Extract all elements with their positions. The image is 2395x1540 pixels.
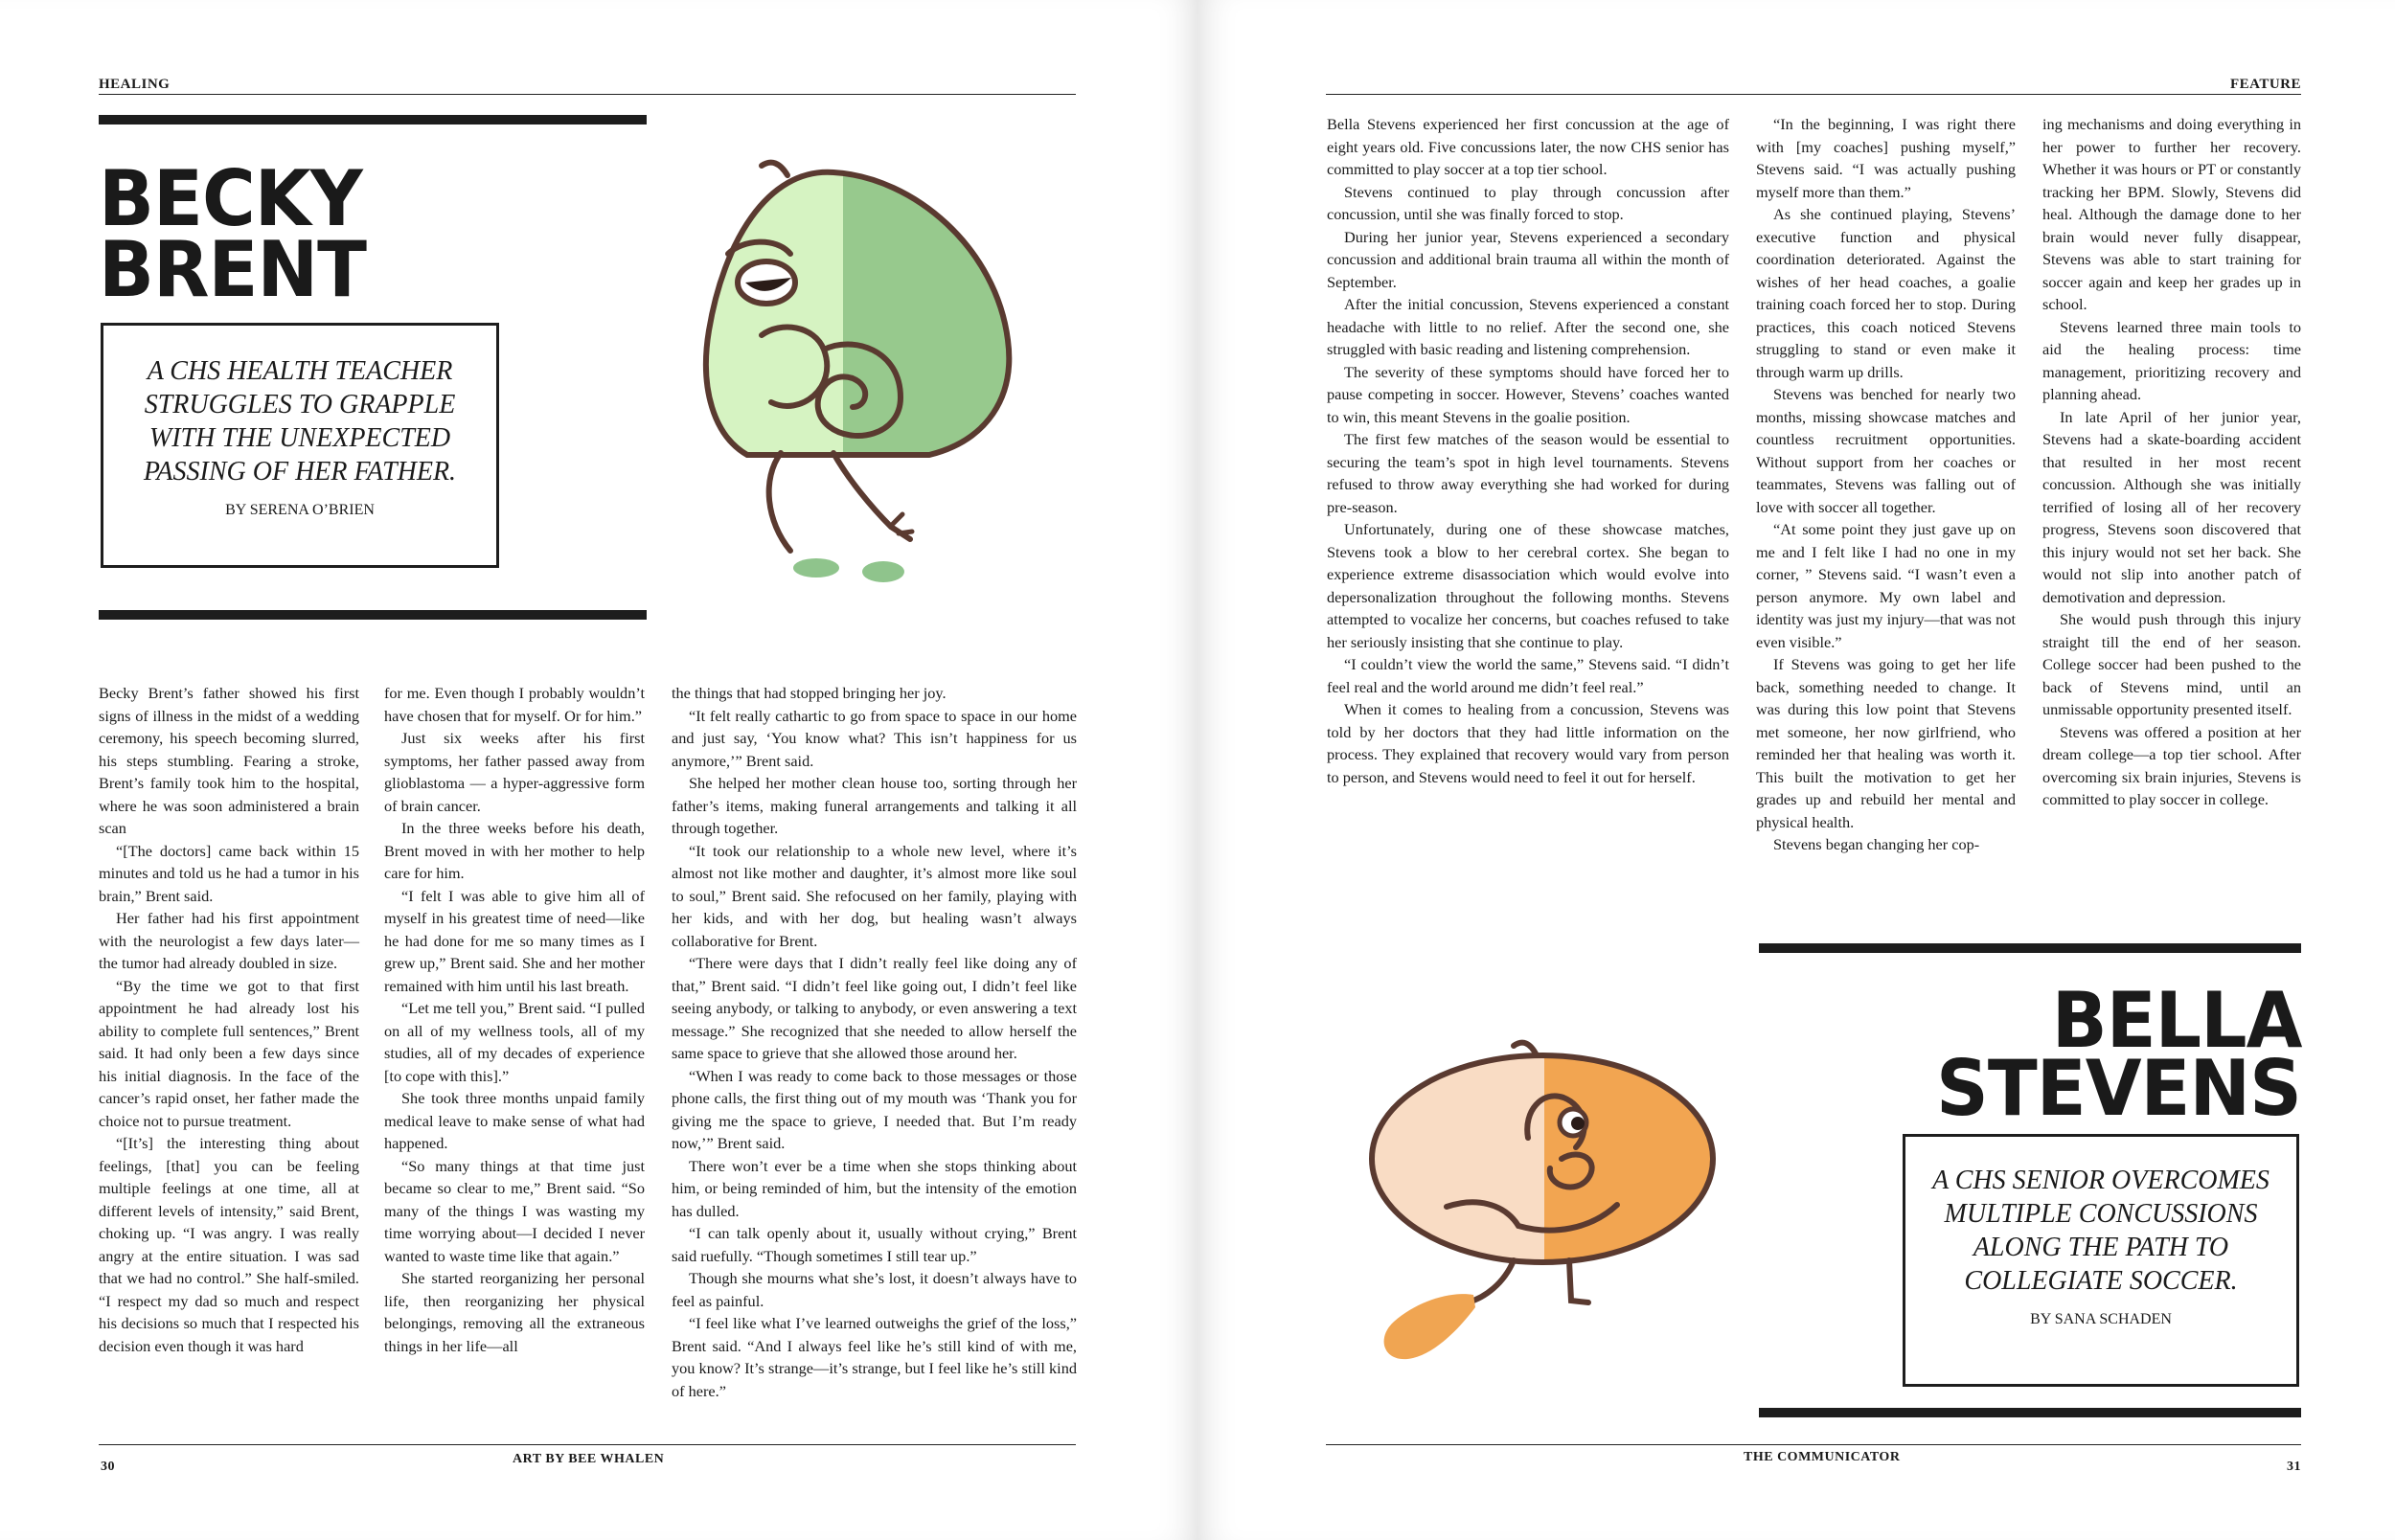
byline: BY SANA SCHADEN bbox=[2030, 1311, 2172, 1327]
deck-box bbox=[1903, 1134, 2299, 1387]
paragraph: “[The doctors] came back within 15 minutes and told us he had a tumor in his brain,” Brent said. bbox=[99, 841, 359, 905]
headline-last-name: STEVENS bbox=[1936, 1044, 2301, 1133]
paragraph: There won’t ever be a time when she stops thinking about him, or being reminded of him, but the intensity of the emotion has dulled. bbox=[672, 1156, 1077, 1220]
deck-text: A CHS SENIOR OVERCOMES MULTIPLE CONCUSSIONS ALONG THE PATH TO COLLEGIATE SOCCER. bbox=[1932, 1166, 2270, 1296]
paragraph: “In the beginning, I was right there with [my coaches] pushing myself,” Stevens said. “I was actually pushing myself more than them.” bbox=[1756, 115, 2016, 201]
article-column-2 bbox=[384, 682, 645, 1357]
paragraph: Stevens was offered a position at her dream college—a top tier school. After overcoming six brain injuries, Stevens is committed to play soccer in college. bbox=[2042, 722, 2301, 808]
publication-name: THE COMMUNICATOR bbox=[1744, 1450, 1901, 1464]
paragraph: “I felt I was able to give him all of myself in his greatest time of need—like he had done for me so many times as I grew up,” Brent said. She and her mother remained with him until his last breath. bbox=[384, 886, 645, 995]
paragraph: Becky Brent’s father showed his first signs of illness in the midst of a wedding ceremony, his speech becoming slurred, his steps stumbling. Fearing a stroke, Brent’s family took him to the hospital, where he was soon administered a brain scan bbox=[99, 684, 359, 837]
paragraph: “[It’s] the interesting thing about feelings, [that] you can be feeling multiple feelings at one time, all at different levels of intensity,” said Brent, choking up. “I was angry. I was really angry at the entire situation. I was sad that we had no control.” She half-smiled. “I respect my dad so much and respect his decisions so much that I respected his decision even though it was hard bbox=[99, 1134, 359, 1355]
paragraph: When it comes to healing from a concussion, Stevens was told by her doctors that they had little information on the process. They explained that recovery would vary from person to person, and Stevens would need to feel it out for herself. bbox=[1327, 700, 1729, 786]
paragraph: She took three months unpaid family medical leave to make sense of what had happened. bbox=[384, 1089, 645, 1152]
page-number: 30 bbox=[101, 1460, 115, 1474]
paragraph: The first few matches of the season would be essential to securing the team’s spot in high level tournaments. Stevens refused to throw away everything she had worked for during pre-season. bbox=[1327, 430, 1729, 516]
article-column-3 bbox=[672, 682, 1077, 1402]
paragraph: Stevens learned three main tools to aid the healing process: time management, prioritizing recovery and planning ahead. bbox=[2042, 317, 2301, 403]
paragraph: Just six weeks after his first symptoms, her father passed away from glioblastoma — a hyper-aggressive form of brain cancer. bbox=[384, 729, 645, 815]
section-label: FEATURE bbox=[2229, 77, 2301, 92]
right-page bbox=[1198, 0, 2395, 1540]
paragraph: As she continued playing, Stevens’ executive function and physical coordination deteriorated. Against the wishes of her head coaches, a goalie training coach forced her to stop. During practices, this coach noticed Stevens struggling to stand or even make it through warm up drills. bbox=[1756, 205, 2016, 381]
blob-illustration bbox=[1360, 1034, 1724, 1379]
paragraph: Though she mourns what she’s lost, it doesn’t always have to feel as painful. bbox=[672, 1269, 1077, 1310]
footer-rule bbox=[1326, 1444, 2301, 1445]
paragraph: “By the time we got to that first appointment he had already lost his ability to complete full sentences,” Brent said. It had only been a few days since his initial diagnosis. In the face of the cancer’s rapid onset, her father made the choice not to pursue treatment. bbox=[99, 976, 359, 1130]
paragraph: The severity of these symptoms should have forced her to pause competing in soccer. However, Stevens’ coaches wanted to win, this meant Stevens in the goalie position. bbox=[1327, 362, 1729, 426]
paragraph: “It felt really cathartic to go from space to space in our home and just say, ‘You know what? This isn’t happiness for us anymore,’” Brent said. bbox=[672, 706, 1077, 770]
footer-rule bbox=[99, 1444, 1076, 1445]
paragraph: “There were days that I didn’t really feel like doing any of that,” Brent said. “I didn’t feel like going out, I didn’t feel like seeing anybody, or talking to anybody, or even answering a text message.” She recognized that she needed to allow herself the same space to grieve that she allowed those around her. bbox=[672, 954, 1077, 1062]
paragraph: Her father had his first appointment with the neurologist a few days later—the tumor had already doubled in size. bbox=[99, 909, 359, 972]
title-rule-top bbox=[1759, 943, 2301, 953]
paragraph: for me. Even though I probably wouldn’t have chosen that for myself. Or for him.” bbox=[384, 684, 645, 725]
headline-first-name: BELLA bbox=[2051, 976, 2301, 1065]
paragraph: ing mechanisms and doing everything in her power to further her recovery. Whether it was hours or PT or constantly tracking her BPM. Slowly, Stevens did heal. Although the damage done to her brain would never fully disappear, Stevens was able to start training for soccer again and keep her grades up in school. bbox=[2042, 115, 2301, 313]
article-column-1 bbox=[1327, 113, 1729, 788]
section-label: HEALING bbox=[99, 77, 171, 92]
paragraph: Bella Stevens experienced her first concussion at the age of eight years old. Five concussions later, the now CHS senior has committed to play soccer at a top tier school. bbox=[1327, 115, 1729, 178]
byline: BY SERENA O’BRIEN bbox=[225, 502, 375, 518]
article-column-1 bbox=[99, 682, 359, 1357]
deck-text: A CHS HEALTH TEACHER STRUGGLES TO GRAPPLE WITH THE UNEXPECTED PASSING OF HER FATHER. bbox=[143, 356, 457, 487]
article-column-2 bbox=[1756, 113, 2016, 856]
header-rule bbox=[99, 94, 1076, 95]
title-rule-top bbox=[99, 115, 647, 125]
headline-last-name: BRENT bbox=[99, 225, 367, 314]
paragraph: Stevens was benched for nearly two months, missing showcase matches and countless recruitment opportunities. Without support from her coaches or teammates, Stevens was falling out of love with soccer all together. bbox=[1756, 385, 2016, 516]
paragraph: “When I was ready to come back to those messages or those phone calls, the first thing out of my mouth was ‘Thank you for giving me the space to grieve, I needed that. But I’m ready now,’” Brent said. bbox=[672, 1066, 1077, 1152]
paragraph: Stevens continued to play through concussion after concussion, until she was finally forced to stop. bbox=[1327, 182, 1729, 223]
paragraph: “Let me tell you,” Brent said. “I pulled on all of my wellness tools, all of my studies, all of my decades of experience [to cope with this].” bbox=[384, 999, 645, 1085]
paragraph: After the initial concussion, Stevens experienced a constant headache with little to no relief. After the second one, she struggled with basic reading and listening comprehension. bbox=[1327, 295, 1729, 358]
paragraph: “So many things at that time just became so clear to me,” Brent said. “So many of the things I was wasting my time worrying about—I decided I never wanted to waste time like that again.” bbox=[384, 1156, 645, 1265]
title-rule-bottom bbox=[1759, 1408, 2301, 1417]
paragraph: Unfortunately, during one of these showcase matches, Stevens took a blow to her cerebral cortex. She began to experience extreme disassociation which would evolve into depersonalization throughout the following months. Stevens attempted to vocalize her concerns, but coaches refused to take her seriously insisting that she continue to play. bbox=[1327, 520, 1729, 651]
paragraph: In the three weeks before his death, Brent moved in with her mother to help care for him. bbox=[384, 819, 645, 882]
paragraph: Stevens began changing her cop- bbox=[1773, 835, 1980, 853]
deck-box bbox=[101, 323, 499, 568]
page-number: 31 bbox=[2287, 1460, 2301, 1474]
headline-first-name: BECKY bbox=[99, 154, 362, 243]
art-credit: ART BY BEE WHALEN bbox=[513, 1452, 665, 1466]
title-rule-bottom bbox=[99, 610, 647, 620]
paragraph: “I feel like what I’ve learned outweighs the grief of the loss,” Brent said. “And I always feel like he’s still kind of with me, you know? It’s strange—it’s strange, but I feel like he’s still kind of here.” bbox=[672, 1314, 1077, 1400]
paragraph: “It took our relationship to a whole new level, where it’s almost not like mother and daughter, it’s almost more like soul to soul,” Brent said. She refocused on her family, playing with her kids, and with her dog, but healing wasn’t always collaborative for Brent. bbox=[672, 841, 1077, 950]
paragraph: “I can talk openly about it, usually without crying,” Brent said ruefully. “Though sometimes I still tear up.” bbox=[672, 1224, 1077, 1265]
paragraph: “At some point they just gave up on me and I felt like I had no one in my corner, ” Stevens said. “I wasn’t even a person anymore. My own label and identity was just my injury—that was not even visible.” bbox=[1756, 520, 2016, 651]
paragraph: In late April of her junior year, Stevens had a skate-boarding accident that resulted in her most recent concussion. Although she was initially terrified of losing all of her recovery progress, Stevens soon discovered that this injury would not set her back. She would not slip into another patch of demotivation and depression. bbox=[2042, 407, 2301, 606]
snail-illustration bbox=[671, 148, 1035, 589]
paragraph: “I couldn’t view the world the same,” Stevens said. “I didn’t feel real and the world around me didn’t feel real.” bbox=[1327, 655, 1729, 696]
paragraph: During her junior year, Stevens experienced a secondary concussion and additional brain trauma all within the month of September. bbox=[1327, 227, 1729, 291]
paragraph: the things that had stopped bringing her joy. bbox=[672, 684, 947, 702]
paragraph: She would push through this injury straight till the end of her season. College soccer had been pushed to the back of Stevens mind, until an unmissable opportunity presented itself. bbox=[2042, 610, 2301, 718]
article-column-3 bbox=[2042, 113, 2301, 811]
paragraph: She helped her mother clean house too, sorting through her father’s items, making funeral arrangements and talking it all through together. bbox=[672, 774, 1077, 837]
paragraph: If Stevens was going to get her life back, something needed to change. It was during this low point that Stevens met someone, her now girlfriend, who reminded her that healing was worth it. This built the motivation to get her grades up and rebuild her mental and physical health. bbox=[1756, 655, 2016, 831]
paragraph: She started reorganizing her personal life, then reorganizing her physical belongings, removing all the extraneous things in her life—all bbox=[384, 1269, 645, 1355]
header-rule bbox=[1326, 94, 2301, 95]
